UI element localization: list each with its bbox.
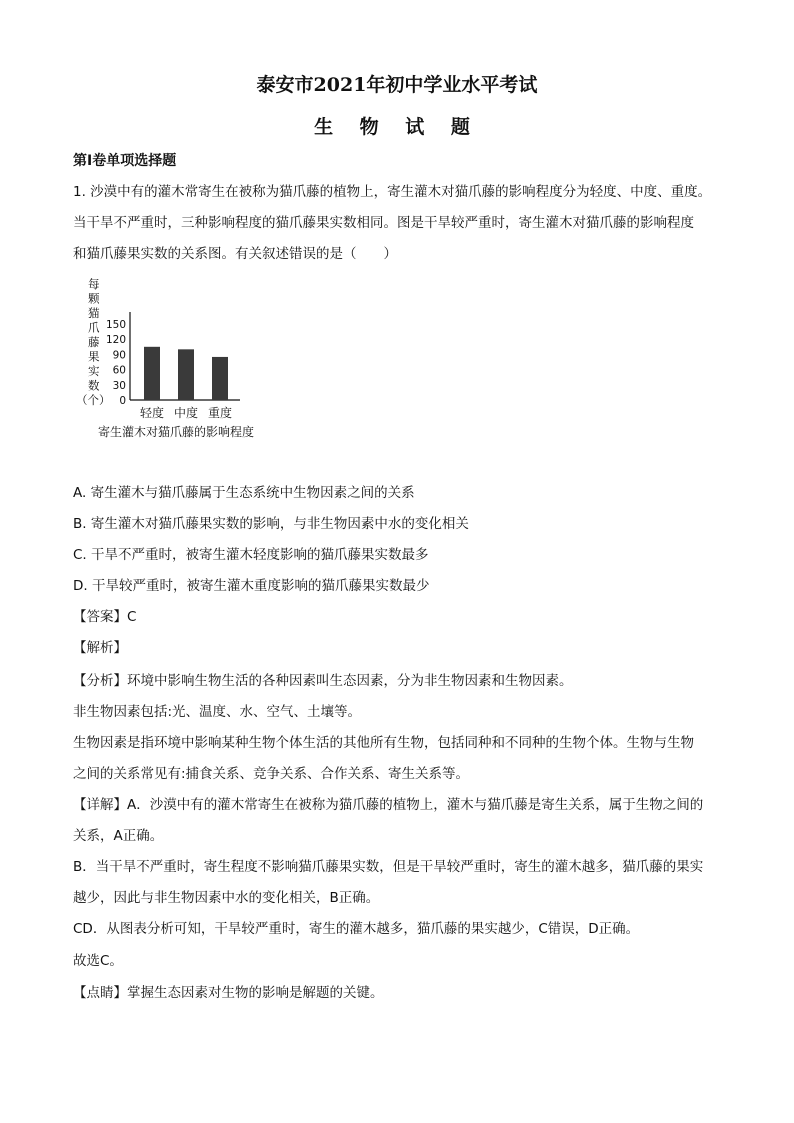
analysis-heading: 【解析】 bbox=[73, 640, 127, 656]
option-b: B. 寄生灌木对猫爪藤果实数的影响，与非生物因素中水的变化相关 bbox=[73, 516, 469, 532]
analysis-line: 非生物因素包括:光、温度、水、空气、土壤等。 bbox=[73, 704, 362, 720]
analysis-line: B．当干旱不严重时，寄生程度不影响猫爪藤果实数，但是干旱较严重时，寄生的灌木越多，猫爪藤的果实 bbox=[73, 859, 704, 875]
analysis-line: 越少，因此与非生物因素中水的变化相关，B正确。 bbox=[73, 890, 380, 906]
y-label-char: 果 bbox=[88, 349, 100, 364]
question-line: 1. 沙漠中有的灌木常寄生在被称为猫爪藤的植物上，寄生灌木对猫爪藤的影响程度分为轻度、中度、重度。 bbox=[73, 184, 712, 200]
exam-title: 泰安市2021年初中学业水平考试 bbox=[256, 74, 538, 96]
bar bbox=[212, 357, 228, 400]
x-tick-label: 轻度 bbox=[139, 406, 165, 420]
x-axis-ticks bbox=[140, 405, 232, 420]
bars bbox=[144, 347, 228, 400]
analysis-line: 【分析】环境中影响生物生活的各种因素叫生态因素，分为非生物因素和生物因素。 bbox=[73, 673, 573, 689]
y-label-char: 颗 bbox=[88, 291, 100, 306]
x-tick-label: 重度 bbox=[207, 406, 233, 420]
answer-line: 【答案】C bbox=[73, 609, 137, 625]
y-tick-label: 90 bbox=[112, 349, 126, 362]
y-tick-label: 60 bbox=[112, 364, 126, 377]
y-tick-label: 0 bbox=[119, 395, 126, 407]
y-tick-label: 120 bbox=[105, 334, 126, 347]
analysis-line: 故选C。 bbox=[73, 953, 123, 969]
y-tick-label: 30 bbox=[112, 379, 126, 392]
option-a: A. 寄生灌木与猫爪藤属于生态系统中生物因素之间的关系 bbox=[73, 485, 415, 501]
analysis-line: CD．从图表分析可知，干旱较严重时，寄生的灌木越多，猫爪藤的果实越少，C错误，D正确。 bbox=[73, 921, 640, 937]
y-label-char: 实 bbox=[88, 364, 100, 378]
analysis-line: 生物因素是指环境中影响某种生物个体生活的其他所有生物，包括同种和不同种的生物个体。生物与生物 bbox=[73, 735, 694, 751]
analysis-line: 之间的关系常见有:捕食关系、竞争关系、合作关系、寄生关系等。 bbox=[73, 766, 470, 782]
analysis-line: 【点睛】掌握生态因素对生物的影响是解题的关键。 bbox=[73, 985, 384, 1001]
y-label-char: 猫 bbox=[88, 306, 100, 320]
y-label-char: （个） bbox=[76, 393, 111, 407]
y-label-char: 藤 bbox=[88, 335, 100, 349]
y-label-char: 每 bbox=[88, 277, 100, 291]
question-line: 当干旱不严重时，三种影响程度的猫爪藤果实数相同。图是干旱较严重时，寄生灌木对猫爪藤的影响程度 bbox=[73, 215, 694, 231]
option-d: D. 干旱较严重时，被寄生灌木重度影响的猫爪藤果实数最少 bbox=[73, 578, 430, 594]
x-axis-label: 寄生灌木对猫爪藤的影响程度 bbox=[98, 425, 255, 439]
y-label-char: 数 bbox=[88, 378, 100, 393]
exam-subtitle: 生 物 试 题 bbox=[314, 116, 480, 138]
analysis-line: 关系，A正确。 bbox=[73, 828, 164, 844]
bar bbox=[144, 347, 160, 400]
y-tick-label: 150 bbox=[105, 319, 126, 331]
question-line: 和猫爪藤果实数的关系图。有关叙述错误的是（ ） bbox=[73, 246, 397, 262]
analysis-line: 【详解】A．沙漠中有的灌木常寄生在被称为猫爪藤的植物上，灌木与猫爪藤是寄生关系，属于生物之间的 bbox=[73, 797, 704, 813]
bar-chart bbox=[70, 272, 300, 442]
x-tick-label: 中度 bbox=[173, 406, 199, 420]
section-title: 第I卷单项选择题 bbox=[73, 153, 177, 169]
bar bbox=[178, 349, 194, 400]
y-label-char: 爪 bbox=[88, 320, 100, 335]
option-c: C. 干旱不严重时，被寄生灌木轻度影响的猫爪藤果实数最多 bbox=[73, 547, 429, 563]
